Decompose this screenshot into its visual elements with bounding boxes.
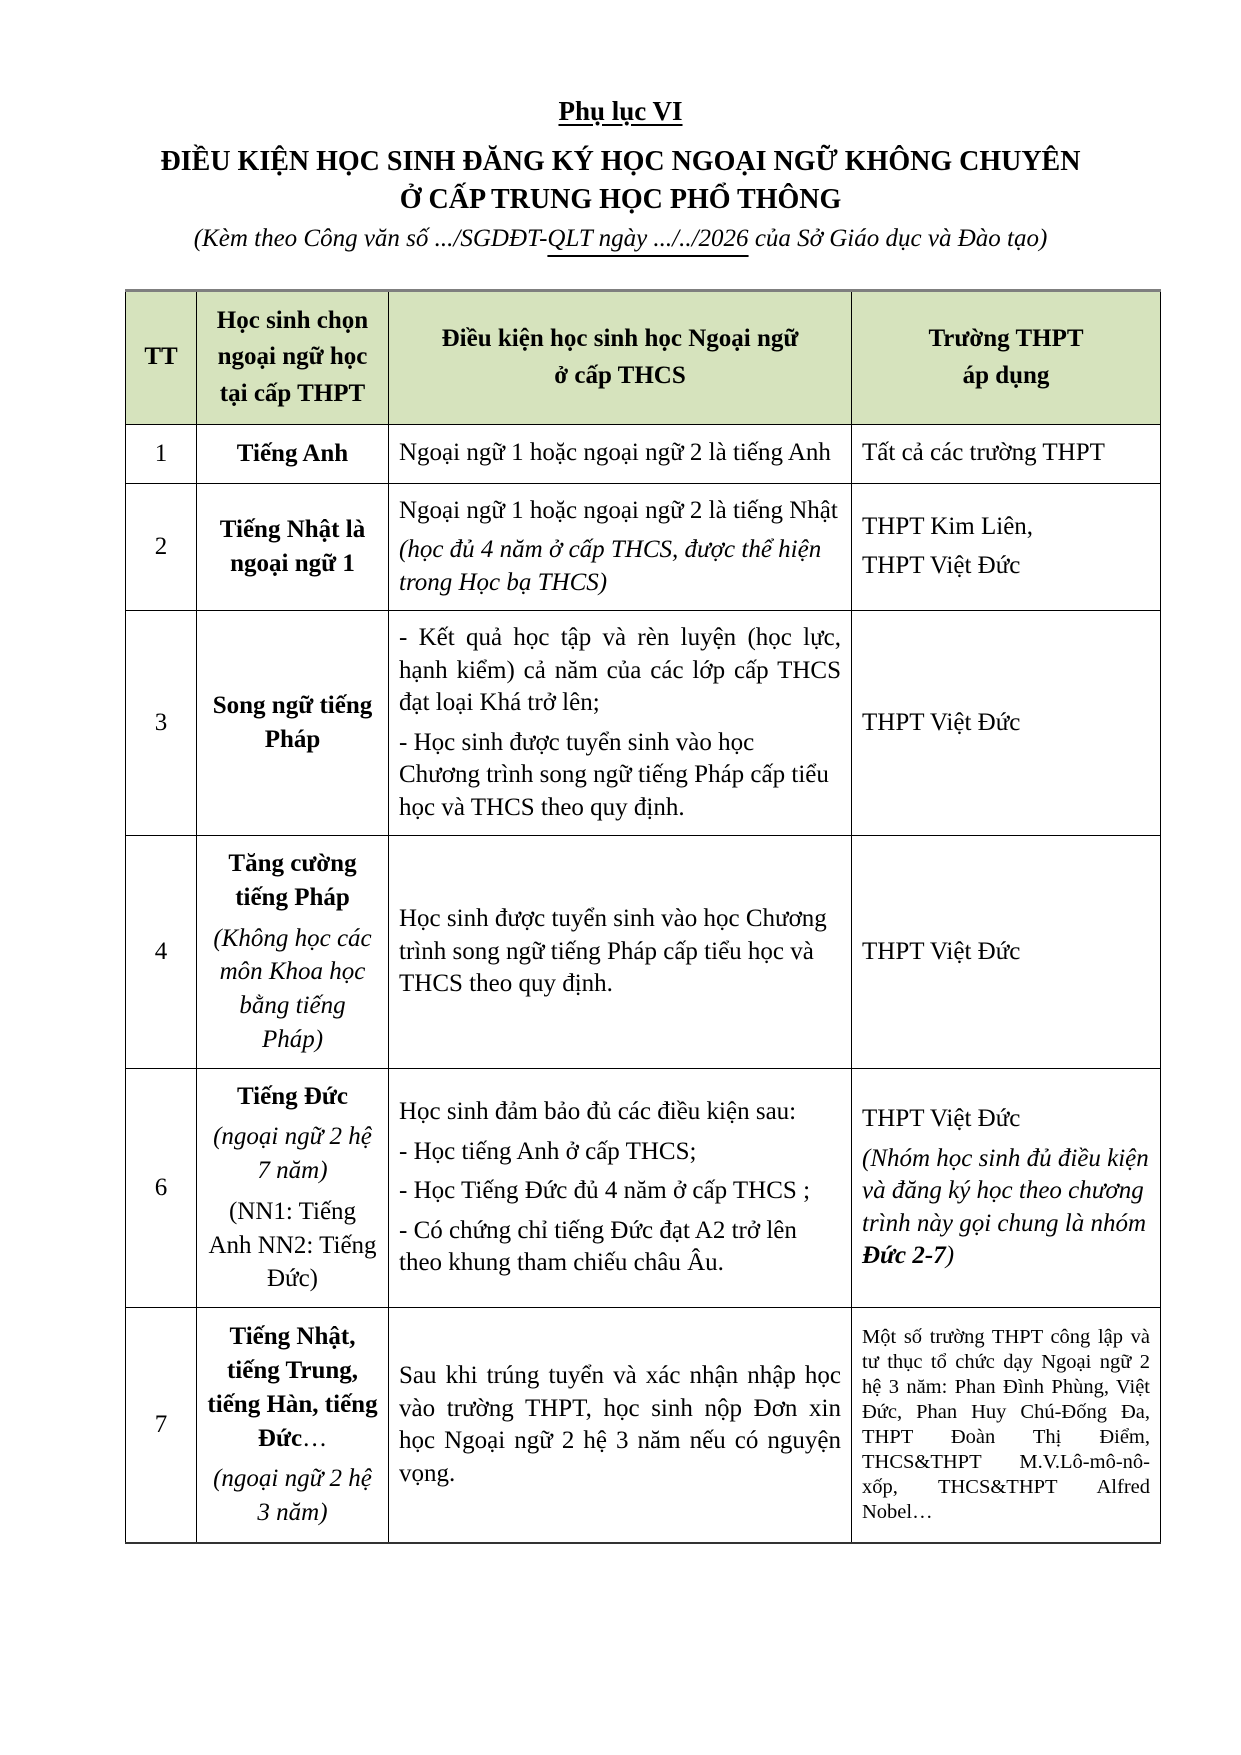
table-row [126, 1068, 1161, 1308]
header-condition-line-1: Điều kiện học sinh học Ngoại ngữ [441, 325, 799, 353]
appendix-title-text: Phụ lục VI [558, 96, 683, 126]
cell-language-choice [197, 836, 389, 1069]
text-run: THPT Việt Đức [862, 552, 1021, 580]
text-run: (ngoại ngữ 2 hệ 7 năm) [213, 1123, 372, 1185]
text-run: - Học sinh được tuyển sinh vào học Chương trình song ngữ tiếng Pháp cấp tiểu học và THCS theo quy định. [399, 728, 829, 821]
header-schools-line-1: Trường THPT [928, 325, 1084, 353]
text-run: Tiếng Nhật là ngoại ngữ 1 [219, 516, 366, 577]
cell-schools [852, 611, 1161, 836]
text-run: Học sinh được tuyển sinh vào học Chương trình song ngữ tiếng Pháp cấp tiểu học và THCS theo quy định. [399, 905, 827, 998]
cell-condition [389, 483, 852, 611]
cell-language-choice [197, 483, 389, 611]
cell-paragraph [862, 1325, 1150, 1525]
text-run: Đức 2-7 [862, 1242, 946, 1270]
cell-tt: 4 [126, 836, 197, 1069]
header-cell-condition [389, 290, 852, 424]
text-run: Tiếng Đức [236, 1082, 349, 1110]
cell-paragraph [399, 903, 841, 1001]
header-cell-tt: TT [126, 290, 197, 424]
cell-language-choice [197, 611, 389, 836]
cell-language-choice [197, 1308, 389, 1544]
text-run: Sau khi trúng tuyển và xác nhận nhập học vào trường THPT, học sinh nộp Đơn xin học Ngoại ngữ 2 hệ 3 năm nếu có nguyện vọng. [399, 1362, 841, 1487]
cell-paragraph [862, 936, 1150, 969]
cell-paragraph [399, 437, 841, 470]
cell-paragraph [399, 1215, 841, 1280]
cell-condition [389, 611, 852, 836]
header-cell-language-choice: Học sinh chọn ngoại ngữ học tại cấp THPT [197, 290, 389, 424]
cell-paragraph [207, 689, 378, 757]
text-run: Tăng cường tiếng Pháp [228, 850, 357, 911]
text-run: Song ngữ tiếng Pháp [212, 692, 373, 754]
text-run: - Có chứng chỉ tiếng Đức đạt A2 trở lên theo khung tham chiếu châu Âu. [399, 1216, 797, 1277]
subtitle-prefix: (Kèm theo Công văn số .../SGDĐT- [193, 224, 548, 252]
text-run: - Học Tiếng Đức đủ 4 năm ở cấp THCS ; [399, 1177, 811, 1205]
text-run: (Không học các môn Khoa học bằng tiếng Pháp) [213, 924, 372, 1053]
cell-paragraph [399, 495, 841, 528]
header-condition-line-2: ở cấp THCS [554, 361, 686, 389]
text-run: (học đủ 4 năm ở cấp THCS, được thể hiện trong Học bạ THCS) [399, 536, 822, 596]
table-row [126, 424, 1161, 483]
header-row [126, 290, 1161, 424]
cell-schools [852, 836, 1161, 1069]
cell-paragraph [862, 437, 1150, 470]
cell-paragraph [862, 707, 1150, 740]
table-header [126, 290, 1161, 424]
text-run: Học sinh đảm bảo đủ các điều kiện sau: [399, 1098, 797, 1126]
text-run: - Học tiếng Anh ở cấp THCS; [399, 1137, 697, 1165]
cell-paragraph [399, 1136, 841, 1169]
text-run: THPT Việt Đức [862, 708, 1021, 736]
heading-line-2: Ở CẤP TRUNG HỌC PHỔ THÔNG [399, 183, 842, 215]
heading-line-1: ĐIỀU KIỆN HỌC SINH ĐĂNG KÝ HỌC NGOẠI NGỮ KHÔNG CHUYÊN [160, 146, 1081, 177]
cell-paragraph [207, 1080, 378, 1114]
cell-paragraph [862, 1143, 1150, 1273]
cell-schools [852, 424, 1161, 483]
cell-paragraph [862, 511, 1150, 544]
cell-tt: 7 [126, 1308, 197, 1544]
cell-schools [852, 1068, 1161, 1308]
cell-paragraph [207, 513, 378, 581]
cell-paragraph [399, 534, 841, 599]
cell-condition [389, 1308, 852, 1544]
cell-paragraph [207, 1120, 378, 1188]
text-run: Ngoại ngữ 1 hoặc ngoại ngữ 2 là tiếng Nhật [399, 496, 838, 524]
cell-paragraph [207, 437, 378, 471]
cell-language-choice [197, 424, 389, 483]
cell-paragraph [399, 1096, 841, 1129]
subtitle-suffix: của Sở Giáo dục và Đào tạo) [748, 224, 1048, 252]
cell-schools [852, 1308, 1161, 1544]
subtitle-underlined-part: QLT ngày .../../2026 [547, 224, 749, 252]
text-run: - Kết quả học tập và rèn luyện (học lực, hạnh kiểm) cả năm của các lớp cấp THCS đạt loại Khá trở lên; [399, 624, 841, 717]
document-heading [0, 143, 1241, 219]
text-run: Ngoại ngữ 1 hoặc ngoại ngữ 2 là tiếng Anh [399, 439, 831, 467]
text-run: (Nhóm học sinh đủ điều kiện và đăng ký học theo chương trình này gọi chung là nhóm [862, 1144, 1149, 1237]
cell-paragraph [207, 1320, 378, 1455]
header-cell-schools [852, 290, 1161, 424]
cell-paragraph [399, 1175, 841, 1208]
text-run: … [302, 1424, 328, 1452]
cell-tt: 2 [126, 483, 197, 611]
text-run: ) [945, 1242, 955, 1270]
cell-condition [389, 836, 852, 1069]
text-run: Tiếng Nhật, tiếng Trung, tiếng Hàn, tiếng Đức [207, 1323, 378, 1452]
cell-language-choice [197, 1068, 389, 1308]
cell-paragraph [207, 1462, 378, 1530]
cell-paragraph [862, 1103, 1150, 1136]
text-run: (ngoại ngữ 2 hệ 3 năm) [213, 1465, 372, 1527]
cell-paragraph [399, 727, 841, 825]
text-run: THPT Kim Liên, [862, 512, 1034, 540]
cell-paragraph [207, 922, 378, 1057]
table-row [126, 1308, 1161, 1544]
cell-condition [389, 424, 852, 483]
table-row [126, 611, 1161, 836]
cell-paragraph [399, 1360, 841, 1490]
text-run: Một số trường THPT công lập và tư thục tổ chức dạy Ngoại ngữ 2 hệ 3 năm: Phan Đình Phùng, Việt Đức, Phan Huy Chú-Đống Đa, THPT Đoàn Thị Điểm, THCS&THPT M.V.Lô-mô-nô-xốp, THCS&THPT Alfred Nobel… [862, 1326, 1150, 1524]
cell-tt: 3 [126, 611, 197, 836]
table-body [126, 424, 1161, 1543]
table-row [126, 836, 1161, 1069]
cell-condition [389, 1068, 852, 1308]
cell-paragraph [207, 1195, 378, 1296]
document-subtitle [0, 225, 1241, 253]
table-row [126, 483, 1161, 611]
cell-tt: 1 [126, 424, 197, 483]
text-run: Tất cả các trường THPT [862, 439, 1105, 467]
text-run: Tiếng Anh [236, 439, 349, 467]
cell-paragraph [399, 622, 841, 720]
cell-tt: 6 [126, 1068, 197, 1308]
text-run: THPT Việt Đức [862, 937, 1021, 965]
text-run: (NN1: Tiếng Anh NN2: Tiếng Đức) [208, 1197, 377, 1293]
conditions-table [125, 289, 1161, 1545]
cell-schools [852, 483, 1161, 611]
text-run: THPT Việt Đức [862, 1105, 1021, 1133]
cell-paragraph [207, 847, 378, 915]
header-schools-line-2: áp dụng [962, 361, 1050, 389]
appendix-title [0, 0, 1241, 127]
cell-paragraph [862, 550, 1150, 583]
